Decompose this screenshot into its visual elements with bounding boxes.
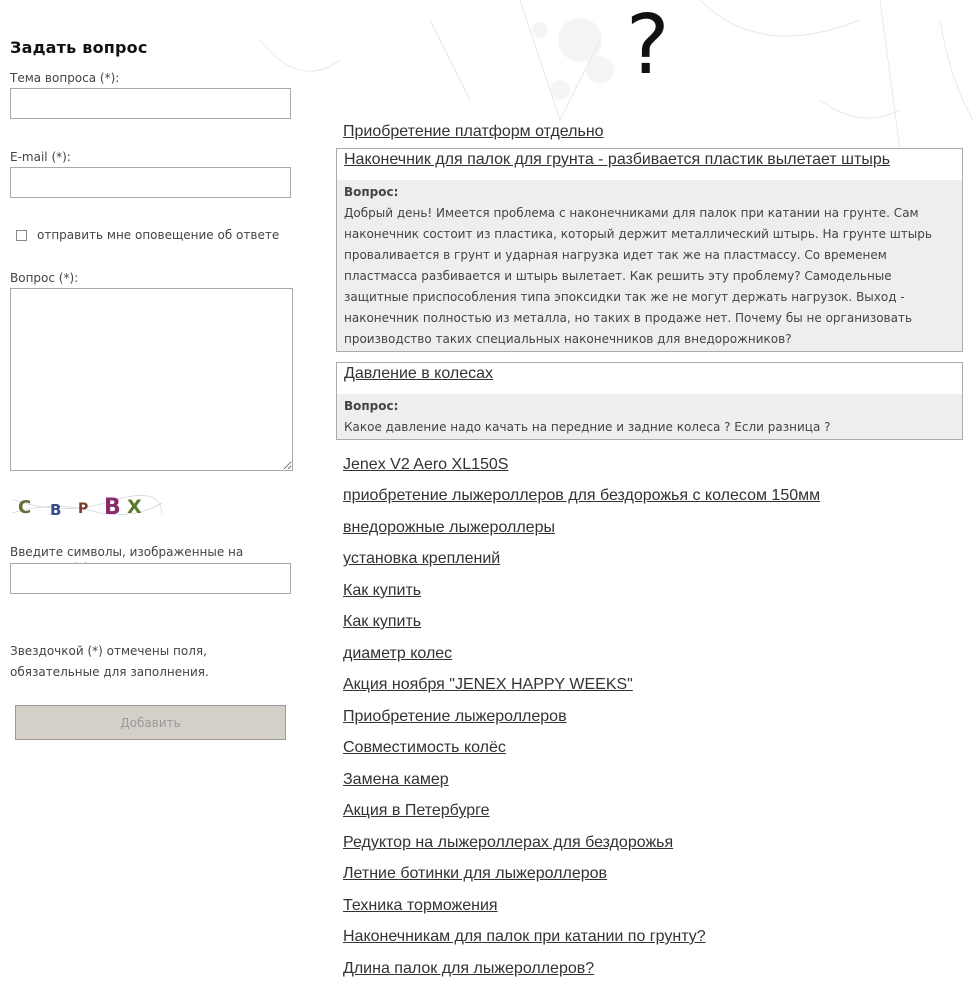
- question-body: [337, 180, 962, 351]
- svg-text:P: P: [78, 501, 88, 517]
- svg-text:C: C: [18, 497, 31, 518]
- question-link[interactable]: Совместимость колёс: [336, 732, 963, 764]
- question-link[interactable]: Приобретение платформ отдельно: [336, 116, 963, 148]
- question-link[interactable]: Техника торможения: [336, 890, 963, 922]
- notify-checkbox[interactable]: [16, 230, 27, 241]
- question-link[interactable]: Летние ботинки для лыжероллеров: [336, 858, 963, 890]
- question-link[interactable]: Акция ноября "JENEX HAPPY WEEKS": [336, 669, 963, 701]
- svg-text:X: X: [127, 496, 142, 518]
- question-link[interactable]: установка креплений: [336, 543, 963, 575]
- required-hint: Звездочкой (*) отмечены поля, обязательные для заполнения.: [10, 641, 300, 683]
- email-input[interactable]: [10, 167, 291, 198]
- question-link[interactable]: диаметр колес: [336, 638, 963, 670]
- captcha-image: [12, 491, 162, 521]
- question-link[interactable]: Редуктор на лыжероллерах для бездорожья: [336, 827, 963, 859]
- email-label: E-mail (*):: [10, 149, 71, 165]
- captcha-input[interactable]: [10, 563, 291, 594]
- question-link[interactable]: Замена камер: [336, 764, 963, 796]
- subject-label: Тема вопроса (*):: [10, 70, 119, 86]
- question-link[interactable]: Акция в Петербурге: [336, 795, 963, 827]
- question-link[interactable]: Давление в колесах: [337, 363, 962, 385]
- question-heading: Вопрос:: [344, 396, 955, 417]
- question-link[interactable]: приобретение лыжероллеров для бездорожья с колесом 150мм: [336, 480, 963, 512]
- form-title: Задать вопрос: [10, 36, 148, 60]
- question-link[interactable]: Как купить: [336, 575, 963, 607]
- question-textarea[interactable]: [10, 288, 293, 471]
- questions-list: [336, 116, 963, 984]
- question-expanded: [336, 362, 963, 440]
- question-link[interactable]: Длина палок для лыжероллеров?: [336, 953, 963, 984]
- question-links: [336, 449, 963, 984]
- submit-button[interactable]: Добавить: [15, 705, 286, 740]
- question-expanded: [336, 148, 963, 352]
- subject-input[interactable]: [10, 88, 291, 119]
- question-link[interactable]: внедорожные лыжероллеры: [336, 512, 963, 544]
- question-body: [337, 394, 962, 439]
- question-text: Какое давление надо качать на передние и задние колеса ? Если разница ?: [344, 417, 955, 438]
- question-label: Вопрос (*):: [10, 270, 78, 286]
- question-link[interactable]: Как купить: [336, 606, 963, 638]
- svg-text:B: B: [50, 501, 61, 519]
- svg-text:B: B: [104, 495, 121, 520]
- captcha-label: Введите символы, изображенные на: [10, 544, 300, 576]
- question-link[interactable]: Приобретение лыжероллеров: [336, 701, 963, 733]
- notify-row: [16, 227, 279, 243]
- question-text: Добрый день! Имеется проблема с наконечниками для палок при катании на грунте. Сам наконечник состоит из пластика, который держит металлический штырь. На грунте штырь проваливается в грунт и ударная нагрузка идет так же на пластмассу. Со временем пластмасса разбивается и штырь вылетает. Как решить эту проблему? Самодельные защитные приспособления типа эпоксидки так же не могут держать нагрузок. Выход - наконечник полностью из металла, но таких в продаже нет. Почему бы не организовать производство таких специальных наконечников для внедорожников?: [344, 203, 955, 350]
- notify-label: отправить мне оповещение об ответе: [37, 228, 279, 242]
- question-link[interactable]: Наконечникам для палок при катании по грунту?: [336, 921, 963, 953]
- question-link[interactable]: Наконечник для палок для грунта - разбивается пластик вылетает штырь: [337, 149, 962, 171]
- question-heading: Вопрос:: [344, 182, 955, 203]
- question-mark-icon: ?: [626, 0, 670, 92]
- question-link[interactable]: Jenex V2 Aero XL150S: [336, 449, 963, 481]
